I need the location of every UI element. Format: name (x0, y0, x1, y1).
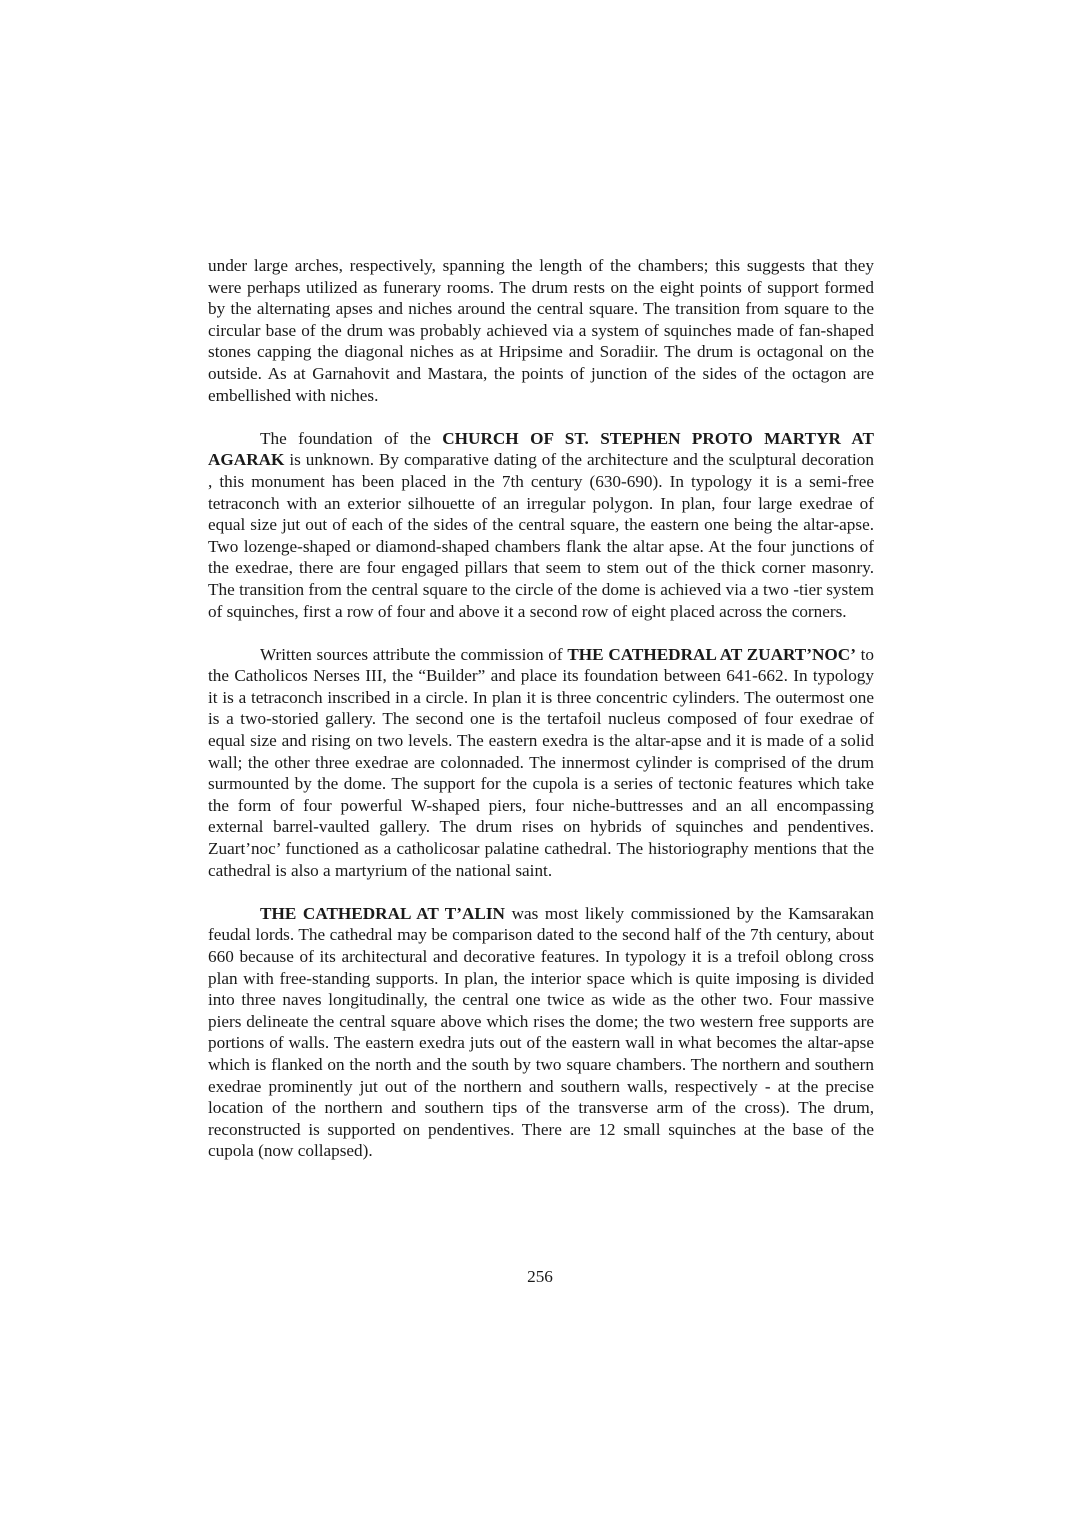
paragraph-lead-in: Written sources attribute the commission of (260, 644, 568, 664)
page-number: 256 (527, 1267, 553, 1286)
paragraph-zuartnoc (208, 644, 874, 882)
paragraph-continuation (208, 255, 874, 406)
paragraph-text: under large arches, respectively, spanning the length of the chambers; this suggests that they were perhaps utilized as funerary rooms. The drum rests on the eight points of support formed by the alternating apses and niches around the central square. The transition from square to the circular base of the drum was probably achieved via a system of squinches made of fan-shaped stones capping the diagonal niches as at Hripsime and Soradiir. The drum is octagonal on the outside. As at Garnahovit and Mastara, the points of junction of the sides of the octagon are embellished with niches. (208, 256, 874, 405)
paragraph-text: was most likely commissioned by the Kamsarakan feudal lords. The cathedral may be comparison dated to the second half of the 7th century, about 660 because of its architectural and decorative features. In typology it is a trefoil oblong cross plan with free-standing supports. In plan, the interior space which is quite imposing is divided into three naves longitudinally, the central one twice as wide as the other two. Four massive piers delineate the central square above which rises the dome; the two western free supports are portions of walls. The eastern exedra juts out of the eastern wall in what becomes the altar-apse which is flanked on the north and the south by two square chambers. The northern and southern exedrae prominently jut out of the northern and southern walls, respectively - at the precise location of the northern and southern tips of the transverse arm of the cross). The drum, reconstructed is supported on pendentives. There are 12 small squinches at the base of the cupola (now collapsed). (208, 903, 874, 1161)
paragraph-lead-in: The foundation of the (260, 428, 443, 448)
body-text (208, 255, 874, 1184)
paragraph-text: to the Catholicos Nerses III, the “Builder” and place its foundation between 641-662. In typology it is a tetraconch inscribed in a circle. In plan it is three concentric cylinders. The outermost one is a two-storied gallery. The second one is the tertafoil nucleus composed of four exedrae of equal size and rising on two levels. The eastern exedra is the altar-apse and it is made of a solid wall; the other three exedrae are colonnaded. The innermost cylinder is comprised of the drum surmounted by the dome. The support for the cupola is a series of tectonic features which take the form of four powerful W-shaped piers, four niche-buttresses and an all encompassing external barrel-vaulted gallery. The drum rises on hybrids of squinches and pendentives. Zuart’noc’ functioned as a catholicosar palatine cathedral. The historiography mentions that the cathedral is also a martyrium of the national saint. (208, 644, 875, 880)
monument-heading: CHURCH OF ST. STEPHEN PROTO MARTYR AT AGARAK (208, 428, 874, 470)
monument-heading: THE CATHEDRAL AT ZUART’NOC’ (567, 644, 856, 664)
paragraph-text: is unknown. By comparative dating of the architecture and the sculptural decoration , this monument has been placed in the 7th century (630-690). In typology it is a semi-free tetraconch with an exterior silhouette of an irregular polygon. In plan, four large exedrae of equal size jut out of each of the sides of the central square, the eastern one being the altar-apse. Two lozenge-shaped or diamond-shaped chambers flank the altar apse. At the four junctions of the exedrae, there are four engaged pillars that seem to stem out of the thick corner masonry. The transition from the central square to the circle of the dome is achieved via a two -tier system of squinches, first a row of four and above it a second row of eight placed across the corners. (208, 450, 874, 621)
paragraph-agarak (208, 428, 874, 622)
paragraph-talin (208, 903, 874, 1162)
monument-heading: THE CATHEDRAL AT T’ALIN (260, 903, 505, 923)
